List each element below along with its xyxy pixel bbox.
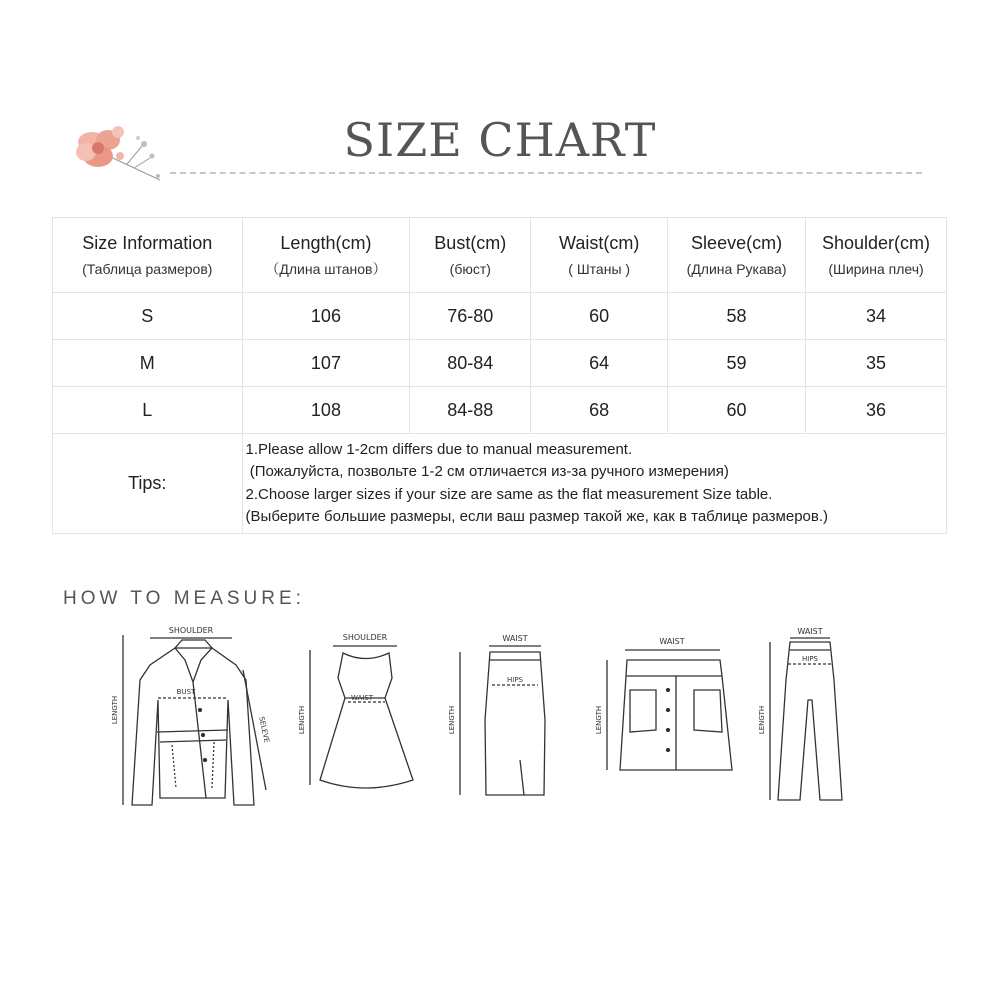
tip-line: (Пожалуйста, позвольте 1-2 см отличается из-за ручного измерения): [245, 463, 729, 480]
cell-length: 108: [242, 387, 410, 434]
cell-waist: 64: [531, 340, 668, 387]
shoulder-label: SHOULDER: [342, 633, 388, 642]
tips-row: [53, 434, 947, 534]
header-bust: Bust(cm) (бюст): [410, 218, 531, 293]
length-label: LENGTH: [758, 705, 766, 735]
table-row: [53, 293, 947, 340]
hips-label: HIPS: [802, 655, 818, 663]
cell-shoulder: 35: [806, 340, 947, 387]
bust-label: BUST: [176, 688, 196, 696]
cell-size: L: [53, 387, 243, 434]
cell-length: 106: [242, 293, 410, 340]
table-row: [53, 340, 947, 387]
size-table: [52, 217, 947, 534]
trousers-diagram: [758, 627, 842, 800]
tips-text: [242, 434, 946, 534]
length-label: LENGTH: [595, 705, 603, 735]
cell-waist: 68: [531, 387, 668, 434]
cell-waist: 60: [531, 293, 668, 340]
hips-label: HIPS: [507, 676, 523, 684]
page-title: SIZE CHART: [343, 113, 657, 167]
tip-line: 2.Choose larger sizes if your size are same as the flat measurement Size table.: [245, 485, 773, 503]
cell-shoulder: 36: [806, 387, 947, 434]
flower-icon: [72, 118, 172, 188]
header: [0, 0, 1000, 190]
length-label: LENGTH: [111, 695, 119, 725]
length-label: LENGTH: [448, 705, 456, 735]
dashed-divider: [170, 172, 922, 174]
cell-bust: 76-80: [410, 293, 531, 340]
how-to-measure-title: HOW TO MEASURE:: [63, 588, 305, 609]
cell-length: 107: [242, 340, 410, 387]
cell-size: S: [53, 293, 243, 340]
tip-line: (Выберите большие размеры, если ваш размер такой же, как в таблице размеров.): [245, 508, 829, 525]
measure-illustrations: [0, 620, 1000, 830]
waist-label: WAIST: [797, 627, 823, 636]
shoulder-label: SHOULDER: [168, 626, 214, 635]
sleeve-label: SELEVE: [257, 715, 271, 744]
cell-sleeve: 59: [668, 340, 806, 387]
tip-line: 1.Please allow 1-2cm differs due to manual measurement.: [245, 440, 633, 458]
cell-shoulder: 34: [806, 293, 947, 340]
skirt-diagram: [448, 634, 545, 795]
waist-label: WAIST: [659, 637, 685, 646]
header-waist: Waist(cm) ( Штаны ): [531, 218, 668, 293]
cell-bust: 80-84: [410, 340, 531, 387]
header-sleeve: Sleeve(cm) (Длина Рукава): [668, 218, 806, 293]
denim-skirt-diagram: [595, 637, 732, 770]
header-size-info: Size Information (Таблица размеров): [53, 218, 243, 293]
cell-bust: 84-88: [410, 387, 531, 434]
table-header-row: [53, 218, 947, 293]
length-label: LENGTH: [298, 705, 306, 735]
jacket-diagram: [111, 626, 271, 805]
cell-size: M: [53, 340, 243, 387]
waist-label: WAIST: [502, 634, 528, 643]
header-shoulder: Shoulder(cm) (Ширина плеч): [806, 218, 947, 293]
cell-sleeve: 58: [668, 293, 806, 340]
dress-diagram: [298, 633, 413, 788]
table-row: [53, 387, 947, 434]
cell-sleeve: 60: [668, 387, 806, 434]
header-length: Length(cm) （Длина штанов）: [242, 218, 410, 293]
waist-label: WAIST: [350, 694, 374, 702]
tips-label: Tips:: [53, 434, 243, 534]
